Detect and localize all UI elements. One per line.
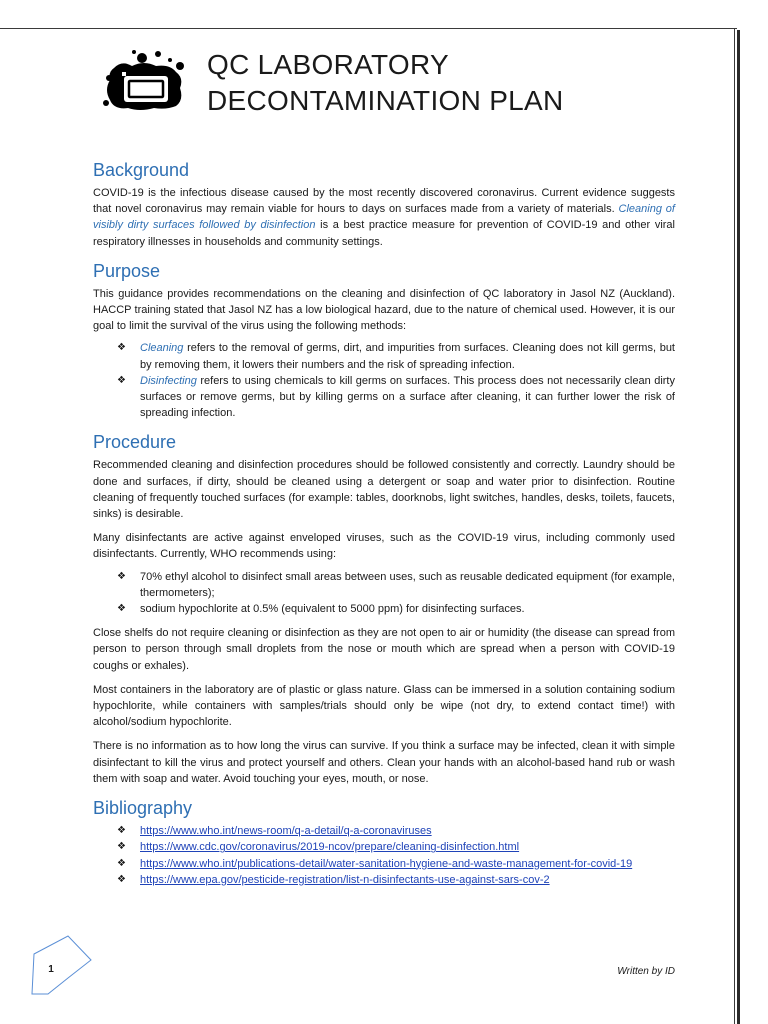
- term-cleaning-text: refers to the removal of germs, dirt, and impurities from surfaces. Cleaning does not kill germs, but by removing them, it lowers their numbers and the risk of spreading infection.: [140, 342, 675, 371]
- list-item: [93, 373, 675, 422]
- bibliography-link-cdc[interactable]: https://www.cdc.gov/coronavirus/2019-ncov/prepare/cleaning-disinfection.html: [140, 841, 520, 854]
- list-item: [93, 569, 675, 601]
- background-text-b: is a best practice measure for prevention of COVID-19 and other viral respiratory illnesses in households and community settings.: [93, 219, 675, 248]
- purpose-paragraph: This guidance provides recommendations on the cleaning and disinfection of QC laboratory in Jasol NZ (Auckland). HACCP training stated that Jasol NZ has a low biological hazard, due to the nature of chemical used. However, it is our goal to limit the survival of the virus using the following methods:: [93, 287, 675, 333]
- term-cleaning: Cleaning: [140, 342, 184, 355]
- splatter-screen-logo-icon: [100, 48, 190, 114]
- document-body: [93, 158, 675, 888]
- diamond-bullet-icon: ❖: [117, 873, 126, 885]
- diamond-bullet-icon: ❖: [117, 374, 126, 386]
- list-item: [93, 340, 675, 372]
- list-item: [93, 601, 675, 617]
- procedure-paragraph-1: Recommended cleaning and disinfection procedures should be followed consistently and correctly. Laundry should be done and surfaces, if dirty, should be cleaned using a detergent or soap and water prior to disinfection. Routine cleaning of frequently touched surfaces (for example: tables, doorknobs, light switches, handles, desks, toilets, faucets, sinks) is desirable.: [93, 459, 675, 521]
- written-by: Written by ID: [617, 966, 675, 977]
- diamond-bullet-icon: ❖: [117, 342, 126, 354]
- background-emphasis: Cleaning of visibly dirty surfaces followed by disinfection: [93, 203, 675, 232]
- procedure-paragraph-3: Close shelfs do not require cleaning or disinfection as they are not open to air or humidity (the disease can spread from person to person through small droplets from the nose or mouth which are spread when a person with COVID-19 coughs or exhales).: [93, 627, 675, 672]
- term-disinfecting-text: refers to using chemicals to kill germs on surfaces. This process does not necessarily clean dirty surfaces or remove germs, but by killing germs on a surface after cleaning, it can further lower the risk of spreading infection.: [140, 374, 675, 420]
- page-border-right: [734, 28, 735, 1024]
- page-number-pentagon-icon: [28, 934, 94, 998]
- background-paragraph: [93, 185, 675, 250]
- procedure-paragraph-2: Many disinfectants are active against enveloped viruses, such as the COVID-19 virus, including commonly used disinfectants. Currently, WHO recommends using:: [93, 532, 675, 561]
- diamond-bullet-icon: ❖: [117, 603, 126, 615]
- heading-purpose: Purpose: [93, 260, 161, 281]
- heading-background: Background: [93, 160, 190, 180]
- list-item: [93, 839, 675, 855]
- document-title: [207, 47, 564, 119]
- diamond-bullet-icon: ❖: [117, 857, 126, 869]
- page-border-top: [0, 28, 737, 29]
- heading-procedure: Procedure: [93, 432, 177, 453]
- background-text-a: COVID-19 is the infectious disease caused by the most recently discovered coronavirus. Current evidence suggests that novel coronavirus may remain viable for hours to days on surfaces made from a variety of materials.: [93, 187, 675, 216]
- disinfectant-item-text: 70% ethyl alcohol to disinfect small areas between uses, such as reusable dedicated equipment (for example, thermometers);: [140, 570, 675, 599]
- bibliography-link-who-wash[interactable]: https://www.who.int/publications-detail/water-sanitation-hygiene-and-waste-management-for-covid-19: [140, 857, 633, 870]
- diamond-bullet-icon: ❖: [117, 825, 126, 837]
- page-number: 1: [48, 964, 54, 975]
- diamond-bullet-icon: ❖: [117, 841, 126, 853]
- title-line-2: DECONTAMINATION PLAN: [207, 85, 564, 116]
- purpose-list: [93, 340, 675, 421]
- disinfectant-list: [93, 569, 675, 618]
- term-disinfecting: Disinfecting: [140, 374, 197, 387]
- disinfectant-item-text: sodium hypochlorite at 0.5% (equivalent to 5000 ppm) for disinfecting surfaces.: [140, 603, 525, 616]
- heading-bibliography: Bibliography: [93, 798, 193, 819]
- procedure-paragraph-5: There is no information as to how long the virus can survive. If you think a surface may be infected, clean it with simple disinfectant to kill the virus and protect yourself and others. Clean your hands with an alcohol-based hand rub or wash them with soap and water. Avoid touching your eyes, mouth, or nose.: [93, 740, 675, 785]
- diamond-bullet-icon: ❖: [117, 570, 126, 582]
- page-shadow: [737, 30, 740, 1024]
- list-item: [93, 856, 675, 872]
- bibliography-link-epa[interactable]: https://www.epa.gov/pesticide-registration/list-n-disinfectants-use-against-sars-cov-2: [140, 873, 550, 886]
- list-item: [93, 872, 675, 888]
- title-line-1: QC LABORATORY: [207, 49, 449, 80]
- bibliography-list: [93, 823, 675, 888]
- procedure-paragraph-4: Most containers in the laboratory are of plastic or glass nature. Glass can be immersed in a solution containing sodium hypochlorite, while containers with samples/trials should only be wipe (not dry, to extend contact time!) with alcohol/sodium hypochlorite.: [93, 683, 675, 729]
- bibliography-link-who-qa[interactable]: https://www.who.int/news-room/q-a-detail/q-a-coronaviruses: [140, 825, 432, 838]
- list-item: [93, 823, 675, 839]
